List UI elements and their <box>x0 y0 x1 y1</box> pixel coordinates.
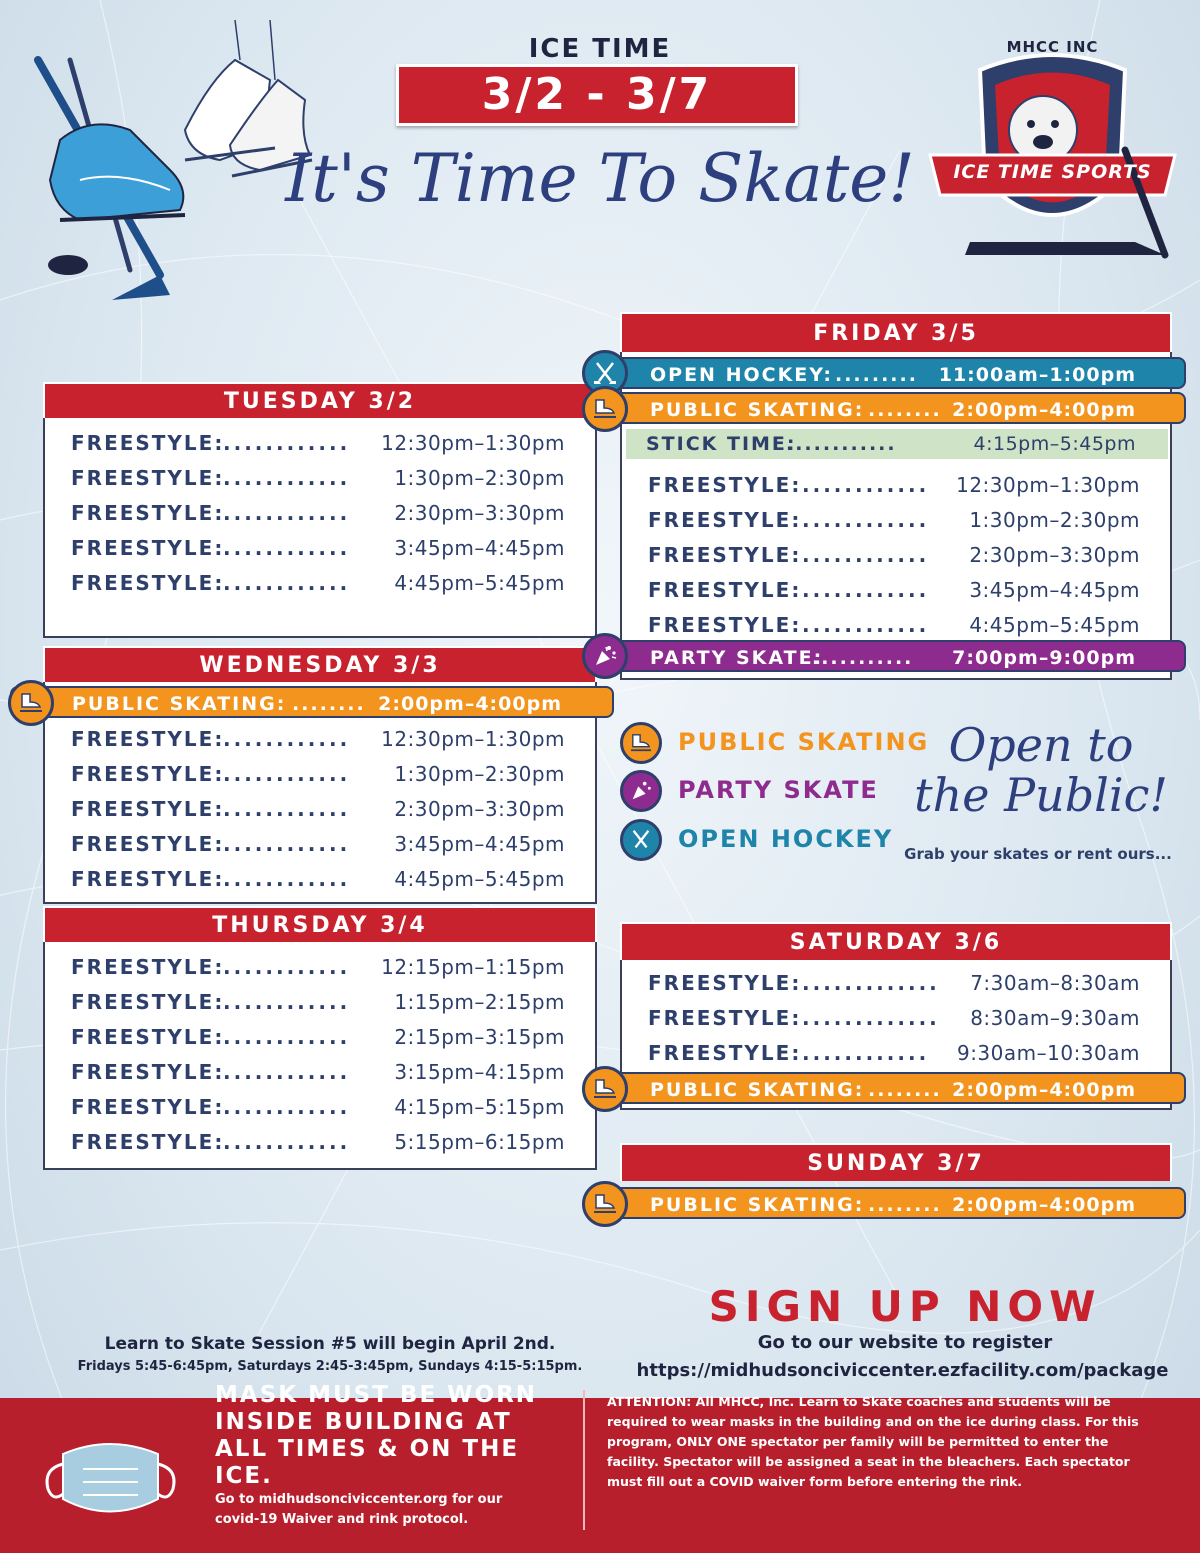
registration-link[interactable]: https://midhudsonciviccenter.ezfacility.com/package <box>636 1360 1169 1381</box>
schedule-row: FREESTYLE: ............ 12:30pm–1:30pm <box>648 473 1140 497</box>
day-title: TUESDAY 3/2 <box>43 382 597 418</box>
schedule-row: FREESTYLE: ............ 3:45pm–4:45pm <box>71 536 565 560</box>
hockey-sticks-icon <box>620 819 662 861</box>
attention-notice: ATTENTION: All MHCC, Inc. Learn to Skate coaches and students will be required to wear masks in the building and on the ice during class. For this program, ONLY ONE spectator per family will be permitted to enter the facility. Spectator will be assigned a seat in the bleachers. Each spectator must fill out a COVID waiver form before entering the rink. <box>607 1394 1139 1489</box>
skate-icon <box>582 1181 628 1227</box>
open-hockey-row: OPEN HOCKEY: ......... 11:00am–1:00pm <box>588 357 1186 389</box>
footer-divider <box>583 1390 585 1530</box>
mask-subtext: Go to midhudsonciviccenter.org for our covid-19 Waiver and rink protocol. <box>215 1492 503 1527</box>
open-public-line1: Open to <box>948 718 1134 772</box>
schedule-row: FREESTYLE: ............ 2:30pm–3:30pm <box>648 543 1140 567</box>
schedule-row: FREESTYLE: ............ 2:30pm–3:30pm <box>71 501 565 525</box>
learn-to-skate-heading: Learn to Skate Session #5 will begin April 2nd. <box>104 1334 556 1354</box>
thursday-schedule <box>43 906 597 1170</box>
skate-icon <box>620 722 662 764</box>
schedule-row: FREESTYLE: ............. 8:30am–9:30am <box>648 1006 1140 1030</box>
schedule-row: FREESTYLE: ............ 2:30pm–3:30pm <box>71 797 565 821</box>
schedule-row: FREESTYLE: ............ 3:45pm–4:45pm <box>71 832 565 856</box>
sign-up-title: SIGN UP NOW <box>708 1282 1102 1331</box>
day-title: SUNDAY 3/7 <box>620 1143 1172 1181</box>
tuesday-schedule <box>43 382 597 638</box>
schedule-row: FREESTYLE: ............ 1:30pm–2:30pm <box>71 466 565 490</box>
wednesday-schedule <box>43 646 597 904</box>
stick-time-row: STICK TIME: ............ 4:15pm–5:45pm <box>626 429 1168 459</box>
logo-banner-text: ICE TIME SPORTS <box>953 161 1152 183</box>
mask-icon <box>38 1434 183 1524</box>
public-skating-row: PUBLIC SKATING: ........ 2:00pm–4:00pm <box>588 1072 1186 1104</box>
schedule-row: FREESTYLE: ............ 12:30pm–1:30pm <box>71 431 565 455</box>
schedule-row: FREESTYLE: ............ 1:15pm–2:15pm <box>71 990 565 1014</box>
legend-open-hockey: OPEN HOCKEY <box>678 825 894 853</box>
tagline-title: It's Time To Skate! <box>285 140 915 217</box>
open-public-line2: the Public! <box>914 768 1168 822</box>
day-title: WEDNESDAY 3/3 <box>43 646 597 682</box>
public-skating-row: PUBLIC SKATING: ........ 2:00pm–4:00pm <box>588 392 1186 424</box>
day-title: THURSDAY 3/4 <box>43 906 597 942</box>
sign-up-subtitle: Go to our website to register <box>757 1332 1053 1353</box>
schedule-row: FREESTYLE: ............ 4:45pm–5:45pm <box>648 613 1140 637</box>
mask-footer <box>0 1382 1200 1553</box>
skate-icon <box>8 680 54 726</box>
schedule-row: FREESTYLE: ............ 4:45pm–5:45pm <box>71 571 565 595</box>
legend-public-skating: PUBLIC SKATING <box>678 728 930 756</box>
schedule-row: FREESTYLE: ............ 12:30pm–1:30pm <box>71 727 565 751</box>
legend-party-skate: PARTY SKATE <box>678 776 879 804</box>
skate-icon <box>582 386 628 432</box>
learn-to-skate-times: Fridays 5:45-6:45pm, Saturdays 2:45-3:45pm, Sundays 4:15-5:15pm. <box>77 1359 583 1374</box>
open-to-public <box>896 720 1186 820</box>
mask-title: MASK MUST BE WORN INSIDE BUILDING AT ALL TIMES & ON THE ICE. <box>215 1382 538 1489</box>
grab-skates-text: Grab your skates or rent ours... <box>904 845 1172 863</box>
schedule-row: FREESTYLE: ............ 4:15pm–5:15pm <box>71 1095 565 1119</box>
day-title: FRIDAY 3/5 <box>620 312 1172 352</box>
ice-time-heading: ICE TIME <box>528 34 672 64</box>
schedule-row: FREESTYLE: ............ 1:30pm–2:30pm <box>71 762 565 786</box>
schedule-row: FREESTYLE: ............ 5:15pm–6:15pm <box>71 1130 565 1154</box>
schedule-row: FREESTYLE: ............. 7:30am–8:30am <box>648 971 1140 995</box>
party-popper-icon <box>582 633 628 679</box>
logo-top-text: MHCC INC <box>1006 38 1099 56</box>
date-range-banner: 3/2 - 3/7 <box>396 64 798 126</box>
public-skating-row: PUBLIC SKATING: ........ 2:00pm–4:00pm <box>10 686 614 718</box>
day-title: SATURDAY 3/6 <box>620 922 1172 960</box>
schedule-row: FREESTYLE: ............ 1:30pm–2:30pm <box>648 508 1140 532</box>
bear-logo <box>925 30 1180 260</box>
schedule-row: FREESTYLE: ............ 3:15pm–4:15pm <box>71 1060 565 1084</box>
party-popper-icon <box>620 770 662 812</box>
schedule-row: FREESTYLE: ............ 9:30am–10:30am <box>648 1041 1140 1065</box>
schedule-row: FREESTYLE: ............ 4:45pm–5:45pm <box>71 867 565 891</box>
schedule-row: FREESTYLE: ............ 12:15pm–1:15pm <box>71 955 565 979</box>
skate-icon <box>582 1066 628 1112</box>
schedule-row: FREESTYLE: ............ 3:45pm–4:45pm <box>648 578 1140 602</box>
party-skate-row: PARTY SKATE: ........... 7:00pm–9:00pm <box>588 640 1186 672</box>
schedule-row: FREESTYLE: ............ 2:15pm–3:15pm <box>71 1025 565 1049</box>
public-skating-row: PUBLIC SKATING: ........ 2:00pm–4:00pm <box>588 1187 1186 1219</box>
